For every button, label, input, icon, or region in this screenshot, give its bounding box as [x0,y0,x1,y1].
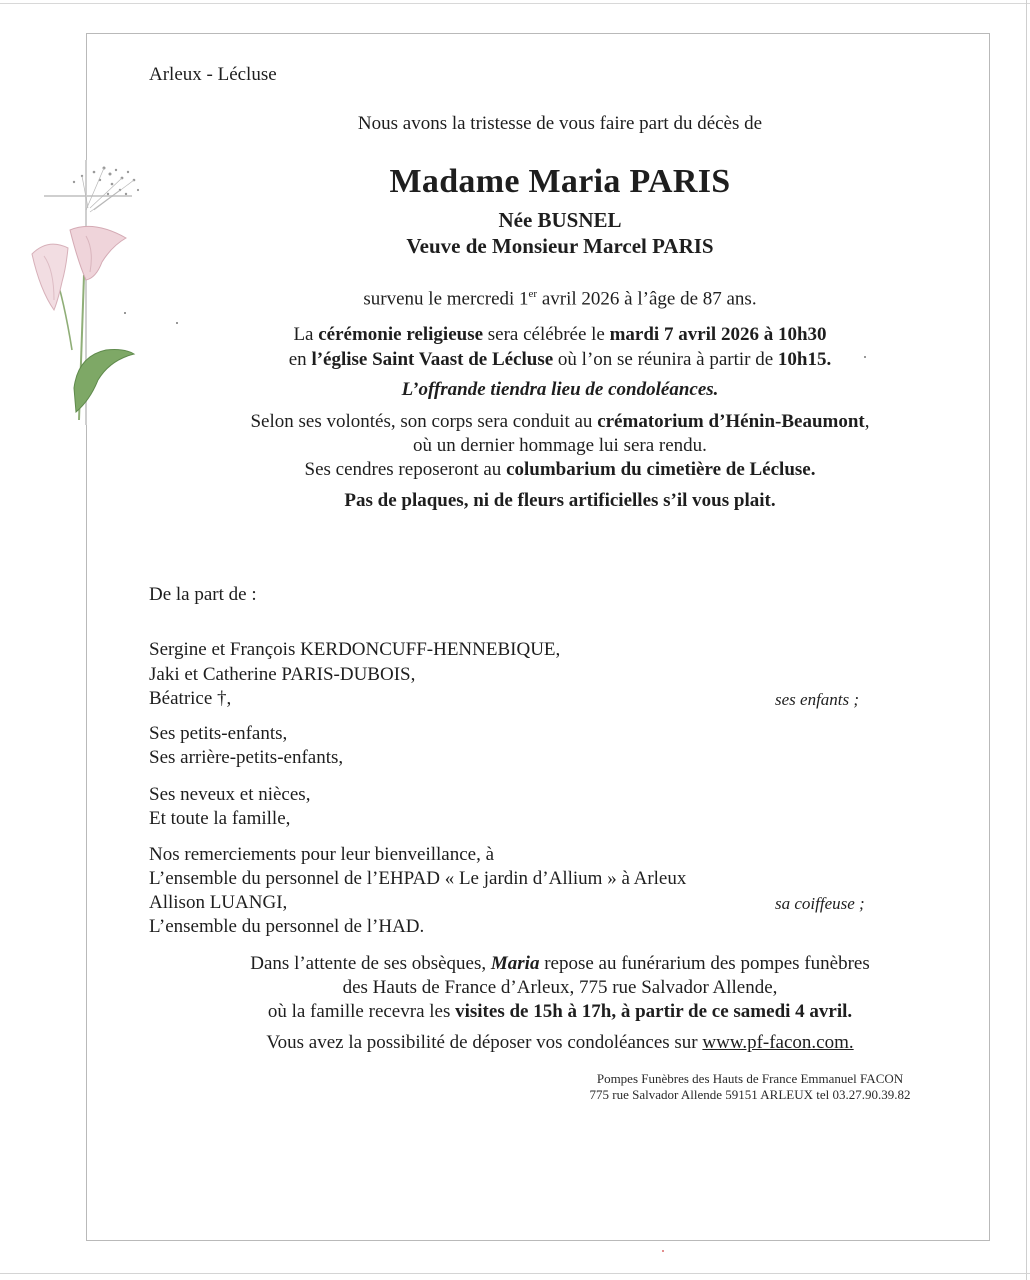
location-header: Arleux - Lécluse [149,64,277,85]
grandchildren: Ses petits-enfants, [149,723,288,744]
child-2: Jaki et Catherine PARIS-DUBOIS, [149,664,416,685]
no-plaques-note: Pas de plaques, ni de fleurs artificielles s’il vous plait. [344,490,776,511]
scan-edge-bottom [0,1273,1030,1274]
hairdresser-label: sa coiffeuse ; [775,894,865,913]
thanks-had: L’ensemble du personnel de l’HAD. [149,916,425,937]
thanks-ehpad: L’ensemble du personnel de l’EHPAD « Le jardin d’Allium » à Arleux [149,868,687,889]
child-3: Béatrice †, [149,688,232,709]
nephews-nieces: Ses neveux et nièces, [149,784,311,805]
cremation-line-1: Selon ses volontés, son corps sera conduit au crématorium d’Hénin-Beaumont, [250,411,870,432]
scan-speck [176,322,178,324]
funeral-home-name: Pompes Funèbres des Hauts de France Emmanuel FACON [596,1071,904,1086]
deceased-name: Madame Maria PARIS [389,163,731,200]
scan-speck [124,312,126,314]
scan-speck [864,356,866,358]
thanks-hairdresser: Allison LUANGI, [149,892,288,913]
scan-edge-top [0,3,1030,4]
visits-line-1: Dans l’attente de ses obsèques, Maria repose au funérarium des pompes funèbres [250,953,870,974]
child-1: Sergine et François KERDONCUFF-HENNEBIQUE, [149,639,561,660]
funeral-home-address: 775 rue Salvador Allende 59151 ARLEUX tel 03.27.90.39.82 [589,1087,911,1102]
scan-speck [662,1250,664,1252]
whole-family: Et toute la famille, [149,808,291,829]
visits-line-3: où la famille recevra les visites de 15h à 17h, à partir de ce samedi 4 avril. [267,1001,853,1022]
ceremony-line-2: en l’église Saint Vaast de Lécluse où l’on se réunira à partir de 10h15. [288,349,832,370]
from-label: De la part de : [149,584,257,605]
visits-line-2: des Hauts de France d’Arleux, 775 rue Salvador Allende, [342,977,778,998]
thanks-intro: Nos remerciements pour leur bienveillance, à [149,844,495,865]
condolences-line: Vous avez la possibilité de déposer vos condoléances sur www.pf-facon.com. [266,1032,854,1053]
calla-lily-cross-illustration [24,150,154,440]
widow-of: Veuve de Monsieur Marcel PARIS [406,234,714,258]
maiden-name: Née BUSNEL [498,208,622,232]
children-label: ses enfants ; [775,690,860,709]
intro-line: Nous avons la tristesse de vous faire part du décès de [357,113,763,134]
ceremony-line-1: La cérémonie religieuse sera célébrée le mardi 7 avril 2026 à 10h30 [293,324,827,345]
offering-note: L’offrande tiendra lieu de condoléances. [401,379,719,400]
great-grandchildren: Ses arrière-petits-enfants, [149,747,344,768]
condolences-link[interactable]: www.pf-facon.com. [702,1032,854,1053]
date-of-death: survenu le mercredi 1er avril 2026 à l’âge de 87 ans. [363,288,757,310]
scan-edge-right [1026,0,1027,1280]
ashes-line: Ses cendres reposeront au columbarium du cimetière de Lécluse. [304,459,816,480]
cremation-line-2: où un dernier hommage lui sera rendu. [413,435,707,456]
